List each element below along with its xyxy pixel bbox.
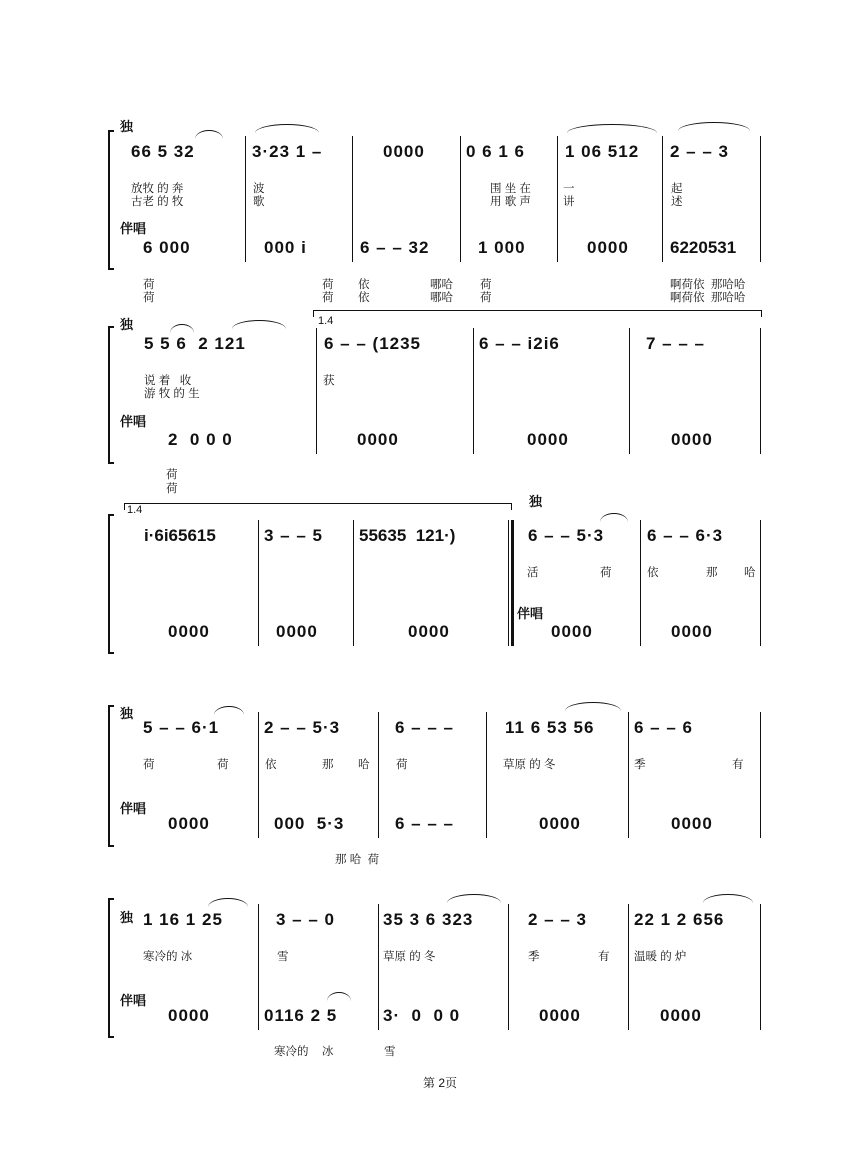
solo-measure: 6 – – 6·3 [647, 526, 724, 545]
barline [245, 136, 246, 262]
chorus-measure: 000 5·3 [274, 814, 345, 833]
system-brace [108, 326, 114, 464]
barline [508, 520, 509, 646]
chorus-measure: 0000 [168, 622, 210, 641]
lyric: 依 [265, 759, 277, 771]
chorus-measure: 6 – – 32 [360, 238, 430, 257]
solo-label: 独 [120, 910, 134, 925]
lyric: 草原 的 冬 [503, 759, 556, 771]
lyric: 围 坐 在 [490, 183, 531, 195]
lyric: 述 [671, 196, 683, 208]
chorus-lyric: 寒冷的 [274, 1046, 309, 1058]
chorus-measure: 0000 [357, 430, 399, 449]
chorus-measure: 3· 0 0 0 [383, 1006, 461, 1025]
chorus-lyric: 荷 [166, 469, 178, 481]
barline [760, 712, 761, 838]
lyric: 起 [671, 183, 683, 195]
chorus-measure: 2 0 0 0 [168, 430, 233, 449]
tie [327, 992, 351, 1001]
solo-measure: 22 1 2 656 [634, 910, 725, 929]
solo-measure: 6 – – i2i6 [479, 334, 560, 353]
barline [640, 520, 641, 646]
system-brace [108, 514, 114, 654]
barline [378, 712, 379, 838]
chorus-lyric: 啊荷依 那哈哈 [670, 292, 746, 304]
lyric: 哈 [744, 567, 756, 579]
chorus-lyric: 哪哈 [430, 292, 453, 304]
lyric: 荷 [396, 759, 408, 771]
barline [628, 712, 629, 838]
lyric: 寒冷的 冰 [143, 951, 193, 963]
solo-label: 独 [529, 494, 543, 509]
lyric: 季 [634, 759, 646, 771]
lyric: 游 牧 的 生 [144, 388, 200, 400]
chorus-measure: 6 000 [143, 238, 191, 257]
chorus-measure: 000 i [264, 238, 307, 257]
chorus-lyric: 冰 [322, 1046, 334, 1058]
lyric: 活 [527, 567, 539, 579]
chorus-measure: 0000 [527, 430, 569, 449]
tie [208, 898, 248, 907]
solo-measure: 3·23 1 – [252, 142, 323, 161]
chorus-lyric: 依 [358, 279, 370, 291]
lyric: 一 [563, 183, 575, 195]
barline [353, 520, 354, 646]
solo-measure: 6 – – (1235 [324, 334, 422, 353]
lyric: 有 [598, 951, 610, 963]
lyric: 歌 [253, 196, 265, 208]
chorus-measure: 0000 [276, 622, 318, 641]
barline [760, 328, 761, 454]
solo-measure: 35 3 6 323 [383, 910, 474, 929]
solo-label: 独 [120, 119, 134, 134]
solo-measure: 11 6 53 56 [505, 718, 595, 737]
barline [486, 712, 487, 838]
lyric: 荷 [217, 759, 229, 771]
barline [352, 136, 353, 262]
tie [255, 124, 319, 133]
lyric: 荷 [600, 567, 612, 579]
solo-measure: 66 5 32 [131, 142, 195, 161]
solo-measure: 3 – – 5 [264, 526, 323, 545]
solo-measure: 5 5 6 2 121 [144, 334, 246, 353]
tie [447, 894, 501, 903]
chorus-label: 伴唱 [120, 221, 147, 236]
chorus-measure: 0000 [168, 1006, 210, 1025]
barline [557, 136, 558, 262]
lyric: 雪 [277, 951, 289, 963]
solo-measure: 7 – – – [646, 334, 705, 353]
solo-measure: 6 – – 6 [634, 718, 693, 737]
barline [629, 328, 630, 454]
lyric: 草原 的 冬 [383, 951, 436, 963]
solo-measure: 3 – – 0 [276, 910, 335, 929]
chorus-measure: 0000 [408, 622, 450, 641]
barline [258, 520, 259, 646]
lyric: 哈 [358, 759, 370, 771]
solo-label: 独 [120, 706, 134, 721]
solo-measure: 5 – – 6·1 [143, 718, 220, 737]
lyric: 获 [323, 375, 335, 387]
chorus-measure: 0000 [539, 1006, 581, 1025]
solo-measure: 0000 [383, 142, 425, 161]
chorus-measure: 6 – – – [395, 814, 454, 833]
lyric: 放牧 的 奔 [131, 183, 184, 195]
chorus-lyric: 荷 [322, 292, 334, 304]
lyric: 那 [706, 567, 718, 579]
tie [567, 124, 657, 133]
solo-measure: i·6i65615 [144, 526, 216, 545]
chorus-lyric: 荷 [480, 279, 492, 291]
tie [232, 320, 286, 329]
chorus-lyric: 荷 [143, 279, 155, 291]
chorus-label: 伴唱 [120, 414, 147, 429]
tie [600, 513, 628, 522]
chorus-measure: 0000 [168, 814, 210, 833]
chorus-measure: 0000 [660, 1006, 702, 1025]
tie [565, 702, 621, 711]
page-number: 第 2页 [423, 1076, 458, 1090]
barline [760, 520, 761, 646]
chorus-lyric: 那 哈 荷 [335, 854, 380, 866]
system-brace [108, 705, 114, 847]
lyric: 讲 [563, 196, 575, 208]
barline [628, 904, 629, 1030]
tie [678, 122, 750, 131]
chorus-label: 伴唱 [517, 606, 544, 621]
chorus-lyric: 依 [358, 292, 370, 304]
chorus-lyric: 雪 [384, 1046, 396, 1058]
solo-measure: 55635 121·) [359, 526, 456, 545]
solo-measure: 6 – – 5·3 [528, 526, 605, 545]
barline [473, 328, 474, 454]
chorus-measure: 0000 [671, 430, 713, 449]
volta-bracket [313, 310, 762, 317]
solo-measure: 0 6 1 6 [466, 142, 525, 161]
barline [378, 904, 379, 1030]
system-brace [108, 898, 114, 1038]
chorus-measure: 0000 [587, 238, 629, 257]
barline [760, 904, 761, 1030]
tie [703, 894, 753, 903]
chorus-lyric: 荷 [143, 292, 155, 304]
barline [760, 136, 761, 262]
chorus-lyric: 荷 [322, 279, 334, 291]
chorus-measure: 0000 [539, 814, 581, 833]
solo-measure: 1 16 1 25 [143, 910, 223, 929]
barline [508, 904, 509, 1030]
solo-measure: 1 06 512 [565, 142, 640, 161]
lyric: 有 [732, 759, 744, 771]
chorus-lyric: 荷 [166, 483, 178, 495]
solo-label: 独 [120, 317, 134, 332]
barline [662, 136, 663, 262]
lyric: 波 [253, 183, 265, 195]
chorus-label: 伴唱 [120, 801, 147, 816]
chorus-measure: 0000 [671, 814, 713, 833]
lyric: 依 [647, 567, 659, 579]
solo-measure: 6 – – – [395, 718, 454, 737]
barline [460, 136, 461, 262]
barline [316, 328, 317, 454]
solo-measure: 2 – – 3 [670, 142, 729, 161]
barline [258, 712, 259, 838]
lyric: 季 [528, 951, 540, 963]
lyric: 温暖 的 炉 [634, 951, 687, 963]
repeat-barline [511, 520, 514, 646]
volta-label: 1.4 [127, 504, 143, 516]
lyric: 荷 [143, 759, 155, 771]
chorus-lyric: 哪哈 [430, 279, 453, 291]
tie [170, 324, 194, 333]
chorus-label: 伴唱 [120, 993, 147, 1008]
chorus-measure: 0116 2 5 [264, 1006, 338, 1025]
tie [214, 706, 244, 715]
solo-measure: 2 – – 3 [528, 910, 587, 929]
system-brace [108, 130, 114, 270]
chorus-lyric: 荷 [480, 292, 492, 304]
volta-label: 1.4 [318, 315, 334, 327]
chorus-lyric: 啊荷依 那哈哈 [670, 279, 746, 291]
lyric: 那 [322, 759, 334, 771]
barline [258, 904, 259, 1030]
volta-bracket [124, 503, 512, 510]
chorus-measure: 6220531 [670, 238, 737, 257]
lyric: 古老 的 牧 [131, 196, 184, 208]
tie [195, 130, 223, 139]
chorus-measure: 0000 [551, 622, 593, 641]
lyric: 说 着 收 [144, 375, 192, 387]
chorus-measure: 1 000 [478, 238, 526, 257]
lyric: 用 歌 声 [490, 196, 531, 208]
chorus-measure: 0000 [671, 622, 713, 641]
solo-measure: 2 – – 5·3 [264, 718, 341, 737]
